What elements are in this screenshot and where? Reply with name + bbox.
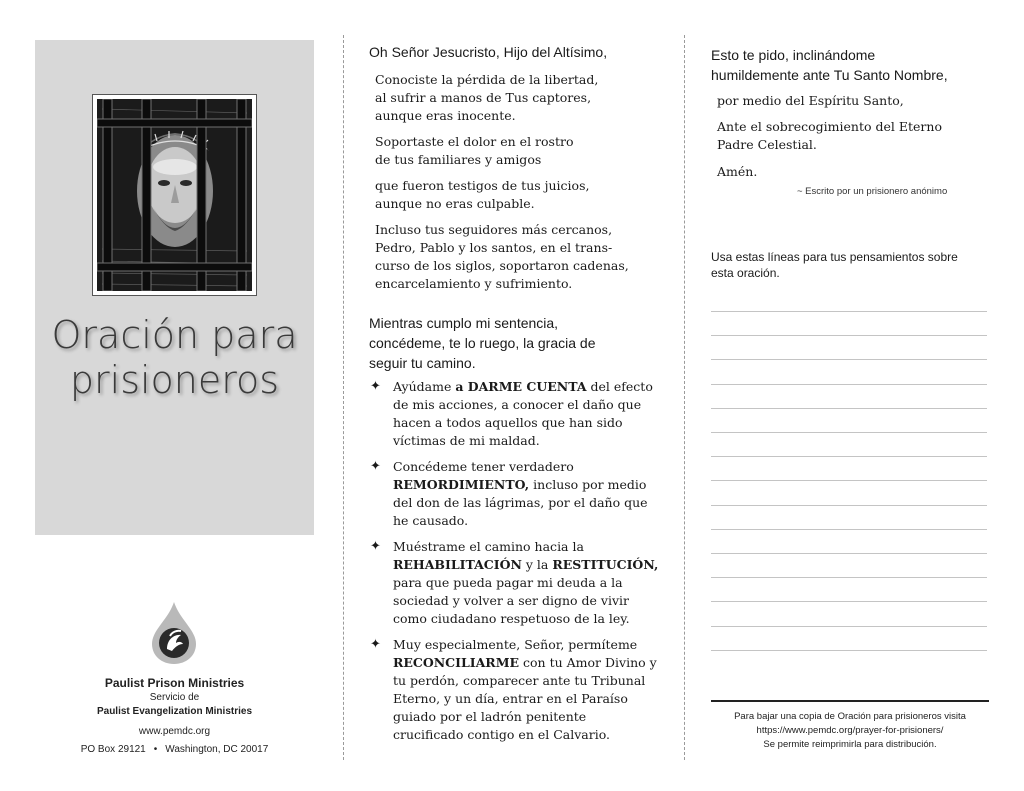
writing-line — [711, 626, 987, 627]
request-item-1: ✦ Ayúdame a DARME CUENTA del efecto de mis acciones, a conocer el daño que hacen a todos aquellos que han sido víctimas de mi maldad. — [370, 379, 653, 448]
writing-line — [711, 311, 987, 312]
writing-line — [711, 601, 987, 602]
flame-drop-logo-icon — [150, 600, 198, 666]
ministry-address — [35, 743, 314, 757]
request-item-3: ✦ Muéstrame el camino hacia la REHABILITACIÓN y la RESTITUCIÓN, para que pueda pagar mi deuda a la sociedad y volver a ser digno de vivir como ciudadano respetuoso de la ley. — [370, 539, 659, 626]
prayer-paragraph-2: Soportaste el dolor en el rostro de tus familiares y amigos — [375, 134, 574, 167]
cover-title-line2: prisioneros — [69, 358, 280, 402]
cover-title-line1: Oración para — [51, 313, 298, 357]
christ-behind-bars-engraving — [97, 99, 252, 291]
writing-line — [711, 553, 987, 554]
ministry-info — [35, 675, 314, 757]
writing-line — [711, 480, 987, 481]
star-bullet-icon: ✦ — [370, 637, 381, 652]
fold-line-left — [343, 35, 344, 760]
footer-link[interactable]: https://www.pemdc.org/prayer-for-prisioners/ — [756, 725, 944, 736]
prayer-paragraph-3: que fueron testigos de tus juicios, aunque no eras culpable. — [375, 178, 590, 211]
writing-line — [711, 384, 987, 385]
request-item-4: ✦ Muy especialmente, Señor, permíteme RECONCILIARME con tu Amor Divino y tu perdón, comparecer ante tu Tribunal Eterno, y un día, entrar en el Paraíso guiado por el ladrón penitente crucificado contigo en el Calvario. — [370, 637, 657, 742]
writing-line — [711, 456, 987, 457]
prayer-heading: Oh Señor Jesucristo, Hijo del Altísimo, — [369, 44, 608, 60]
closing-line-2: Ante el sobrecogimiento del Eterno Padre Celestial. — [717, 119, 942, 152]
star-bullet-icon: ✦ — [370, 459, 381, 474]
writing-line — [711, 505, 987, 506]
prayer-subheading: Mientras cumplo mi sentencia, concédeme, te lo ruego, la gracia de seguir tu camino. — [369, 315, 596, 371]
footer-divider — [711, 700, 989, 702]
ministry-servicio: Servicio de — [149, 692, 200, 703]
ministry-name: Paulist Prison Ministries — [104, 676, 245, 690]
footer — [711, 710, 989, 752]
writing-line — [711, 650, 987, 651]
star-bullet-icon: ✦ — [370, 379, 381, 394]
city: Washington, DC 20017 — [165, 744, 269, 755]
amen: Amén. — [717, 164, 758, 179]
cover-title — [35, 313, 314, 403]
writing-line — [711, 335, 987, 336]
address-separator: • — [153, 744, 158, 755]
closing-heading: Esto te pido, inclinándome humildemente ante Tu Santo Nombre, — [711, 47, 948, 83]
star-bullet-icon: ✦ — [370, 539, 381, 554]
writing-line — [711, 577, 987, 578]
fold-line-right — [684, 35, 685, 760]
ministry-website[interactable]: www.pemdc.org — [138, 726, 211, 737]
notes-prompt: Usa estas líneas para tus pensamientos sobre esta oración. — [711, 250, 958, 280]
attribution: ~ Escrito por un prisionero anónimo — [797, 186, 948, 197]
footer-line-3: Se permite reimprimirla para distribución. — [763, 739, 937, 750]
footer-line-1: Para bajar una copia de Oración para prisioneros visita — [734, 711, 966, 722]
cover-image — [92, 94, 257, 296]
prayer-paragraph-1: Conociste la pérdida de la libertad, al sufrir a manos de Tus captores, aunque eras inocente. — [375, 72, 599, 123]
writing-line — [711, 408, 987, 409]
po-box: PO Box 29121 — [80, 744, 146, 755]
writing-line — [711, 529, 987, 530]
closing-line-1: por medio del Espíritu Santo, — [717, 93, 904, 108]
writing-line — [711, 359, 987, 360]
prayer-paragraph-4: Incluso tus seguidores más cercanos, Pedro, Pablo y los santos, en el trans- curso de los siglos, soportaron cadenas, encarcelamiento y sufrimiento. — [375, 222, 629, 291]
writing-line — [711, 432, 987, 433]
request-item-2: ✦ Concédeme tener verdadero REMORDIMIENTO, incluso por medio del don de las lágrimas, por el daño que he causado. — [370, 459, 648, 528]
ministry-parent: Paulist Evangelization Ministries — [96, 706, 253, 717]
